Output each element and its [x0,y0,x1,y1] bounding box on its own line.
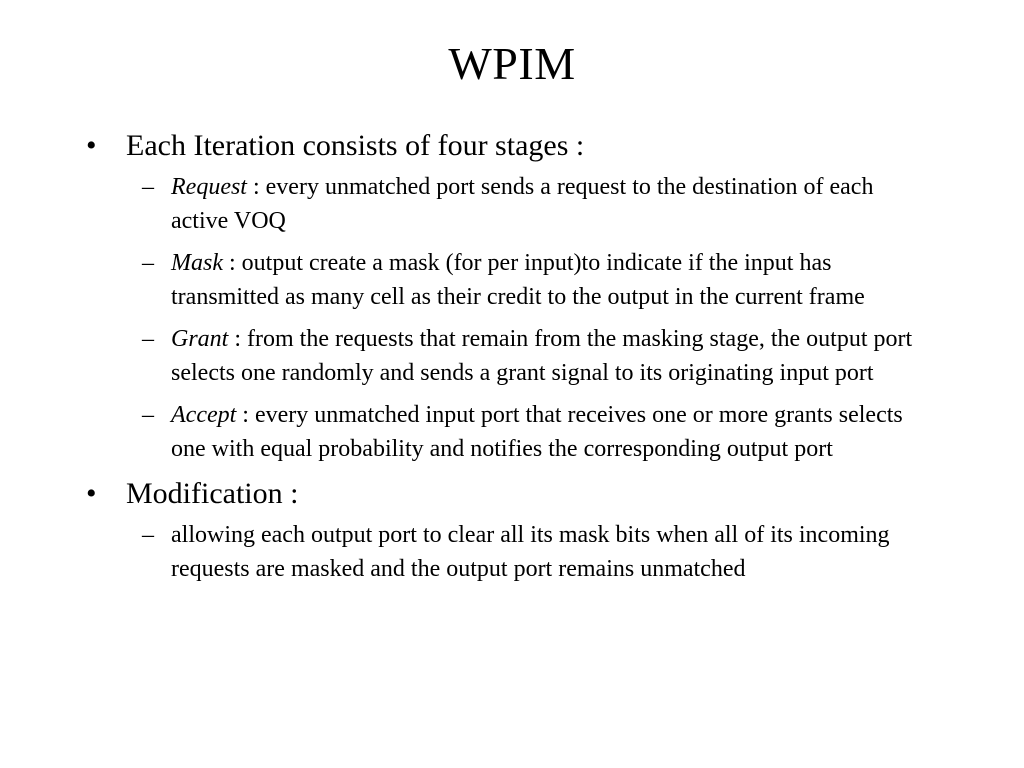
modification-list [142,518,946,586]
bullet-text: Modification : [126,477,299,510]
dash-icon: – [142,402,154,428]
sub-bullet-request [142,170,921,238]
stage-term: Grant [171,326,229,352]
dash-icon: – [142,326,154,352]
sub-bullet-accept [142,398,921,466]
sub-bullet-mask [142,246,921,314]
stage-term: Request [171,174,247,200]
stage-description: : from the requests that remain from the masking stage, the output port selects one randomly and sends a grant signal to its originating input port [171,326,913,386]
sub-bullet-modification-detail [142,518,921,586]
dash-icon: – [142,174,154,200]
dash-icon: – [142,522,154,548]
stage-description: : output create a mask (for per input)to indicate if the input has transmitted as many cell as their credit to the output in the current frame [171,250,865,310]
bullet-iteration-stages [86,126,946,166]
stage-description: : every unmatched port sends a request to the destination of each active VOQ [171,174,874,234]
bullet-icon: • [86,477,97,510]
stage-term: Accept [171,402,237,428]
bullet-modification [86,474,946,514]
dash-icon: – [142,250,154,276]
stage-term: Mask [171,250,223,276]
stage-description: : every unmatched input port that receives one or more grants selects one with equal probability and notifies the corresponding output port [171,402,903,462]
bullet-icon: • [86,129,97,162]
slide-title: WPIM [448,38,576,89]
bullet-text: Each Iteration consists of four stages : [126,129,585,162]
modification-description: allowing each output port to clear all its mask bits when all of its incoming requests are masked and the output port remains unmatched [171,522,890,582]
slide-body [86,126,946,594]
stage-list [142,170,946,466]
sub-bullet-grant [142,322,921,390]
